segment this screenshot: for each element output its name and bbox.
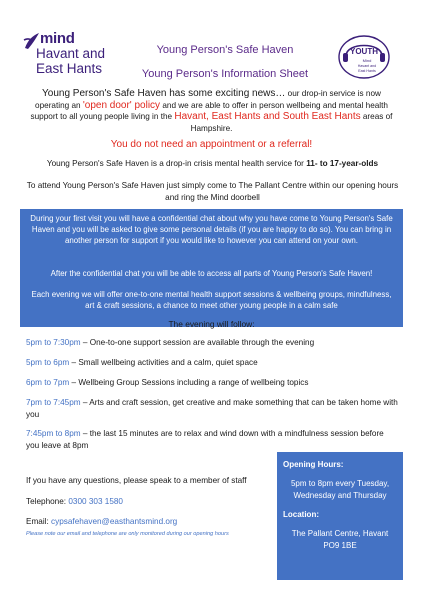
schedule-time: 7pm to 7:45pm (26, 398, 81, 407)
location-title: Location: (283, 510, 319, 519)
schedule-item (26, 397, 399, 421)
schedule-item (26, 377, 399, 389)
info-after-chat: After the confidential chat you will be able to access all parts of Young Person's Safe Haven! (50, 269, 373, 278)
youth-logo-sub1: Mind (362, 58, 372, 63)
schedule-desc: – Small wellbeing activities and a calm, quiet space (69, 358, 258, 367)
page-title: Young Person's Safe Haven (156, 44, 294, 56)
age-paragraph (26, 158, 399, 170)
schedule-desc: – Arts and craft session, get creative and make something that can be taken home with you (26, 398, 398, 419)
age-range: 11- to 17-year-olds (306, 159, 379, 168)
schedule-time: 5pm to 6pm (26, 358, 70, 367)
telephone-link[interactable]: 0300 303 1580 (68, 497, 123, 506)
info-each-evening: Each evening we will offer one-to-one mental health support sessions & wellbeing groups, mindfulness, art & craft sessions, a chance to meet other young people in a calm safe (31, 290, 392, 311)
logo-org-line2: East Hants (36, 61, 103, 76)
intro-text-c: areas of Hampshire. (190, 112, 393, 133)
info-box (20, 209, 403, 327)
monitoring-note: Please note our email and telephone are only monitored during our opening hours (26, 531, 229, 537)
schedule-item (26, 337, 399, 349)
youth-logo-sub2: Havant and (357, 64, 377, 68)
mind-logo (22, 30, 132, 80)
intro-policy: 'open door' policy (82, 99, 161, 111)
evening-follow-label: The evening will follow: (168, 319, 255, 329)
questions-text: If you have any questions, please speak to a member of staff (26, 476, 247, 485)
intro-paragraph (30, 88, 393, 134)
age-paragraph-text: Young Person's Safe Haven is a drop-in crisis mental health service for (46, 159, 307, 168)
youth-logo-word: YOUTH (350, 47, 378, 56)
email-label: Email: (26, 517, 52, 526)
schedule-time: 7:45pm to 8pm (26, 429, 81, 438)
location-line1: The Pallant Centre, Havant (291, 529, 389, 538)
no-appointment-heading: You do not need an appointment or a referral! (110, 139, 313, 150)
page-subtitle: Young Person's Information Sheet (141, 68, 309, 80)
intro-news: Young Person's Safe Haven has some exciting news… (42, 88, 286, 99)
youth-logo (336, 32, 392, 82)
location-line2: PO9 1BE (323, 541, 357, 550)
schedule-desc: – One-to-one support session are available through the evening (80, 338, 315, 347)
opening-hours-line2: Wednesday and Thursday (293, 491, 387, 500)
opening-hours-line1: 5pm to 8pm every Tuesday, (290, 479, 390, 488)
telephone-label: Telephone: (26, 497, 69, 506)
info-first-visit: During your first visit you will have a confidential chat about why you have come to Young Person's Safe Haven and you will be asked to give some personal details (if you are happy to do so). You can bring in another person for support if you would like to however you can attend on your own. (30, 214, 393, 246)
attend-paragraph: To attend Young Person's Safe Haven just simply come to The Pallant Centre within our opening hours and ring the Mind doorbell (26, 181, 399, 202)
youth-logo-sub3: East Hants (358, 69, 376, 73)
telephone-line (26, 497, 123, 506)
schedule-desc: – the last 15 minutes are to relax and wind down with a mindfulness session before you leave at 8pm (26, 429, 384, 450)
schedule-item (26, 357, 399, 369)
email-link[interactable]: cypsafehaven@easthantsmind.org (51, 517, 178, 526)
opening-hours-box (277, 452, 403, 580)
email-line (26, 517, 177, 526)
logo-mind-word: mind (40, 30, 75, 47)
schedule-item (26, 428, 399, 452)
logo-org-name (36, 46, 105, 76)
schedule-time: 5pm to 7:30pm (26, 338, 81, 347)
youth-headphones-icon (336, 32, 392, 82)
intro-text-b: and we are able to offer in person wellbeing and mental health support to all young people living in the (30, 100, 388, 121)
opening-hours-title: Opening Hours: (283, 460, 344, 469)
intro-text-a: our drop-in service is now operating an (35, 89, 381, 110)
schedule-desc: – Wellbeing Group Sessions including a range of wellbeing topics (69, 378, 309, 387)
intro-areas: Havant, East Hants and South East Hants (174, 111, 361, 122)
logo-org-line1: Havant and (36, 46, 106, 61)
schedule-time: 6pm to 7pm (26, 378, 70, 387)
